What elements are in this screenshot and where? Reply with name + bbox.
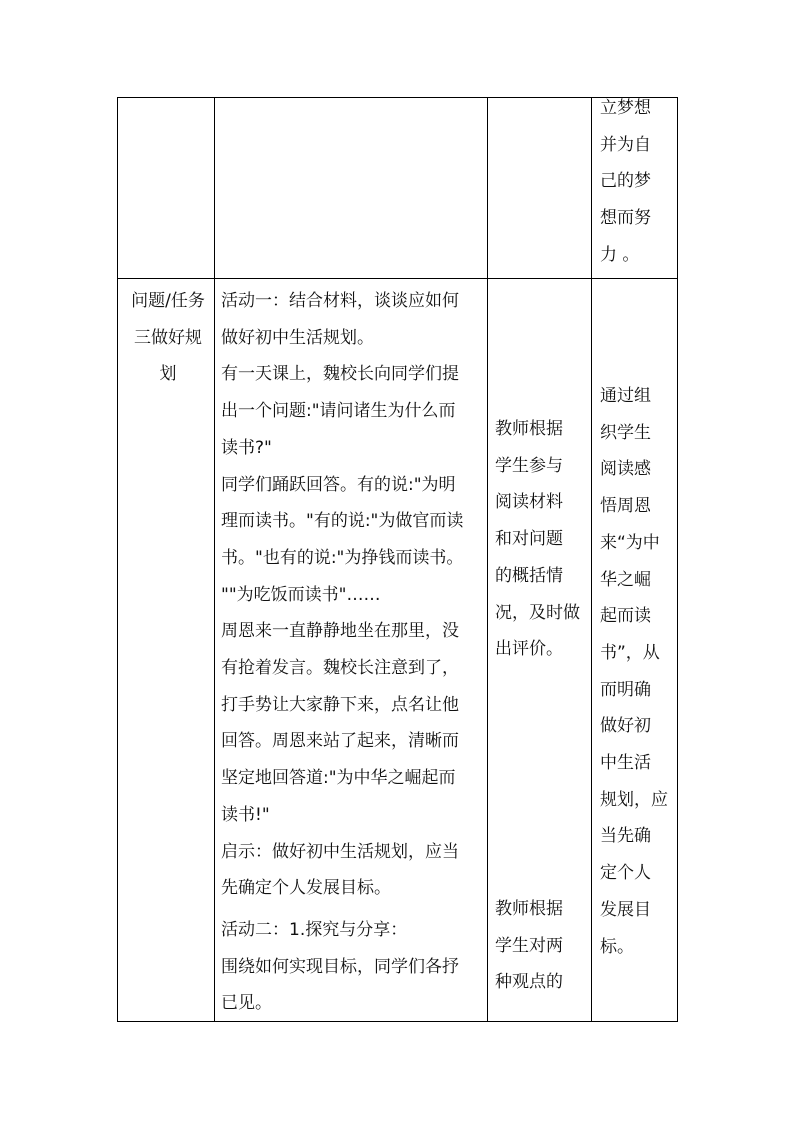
text-line: 阅读感 [600, 459, 651, 480]
table-border-left [117, 97, 118, 1022]
table-divider-col3 [591, 97, 592, 1022]
text-line: 问题/任务 [131, 291, 205, 311]
text-line: 中生活 [600, 753, 651, 774]
text-line: 读书!" [221, 804, 270, 825]
text-line: 做好初中生活规划。 [221, 327, 374, 348]
text-line: 学生对两 [495, 935, 563, 956]
text-line: 打手势让大家静下来，点名让他 [221, 694, 459, 715]
text-line: 况，及时做 [495, 602, 580, 623]
text-line: ""为吃饭而读书"…… [221, 584, 381, 605]
text-line: 而明确 [600, 679, 651, 700]
row1-goal-cell [600, 90, 674, 274]
table-row-divider [117, 278, 678, 279]
text-line: 并为自 [600, 134, 651, 155]
text-line: 三做好规 [134, 327, 202, 348]
design-intent-cell [600, 378, 674, 965]
text-line: 出一个问题:"请问诸生为什么而 [221, 401, 456, 422]
text-line: 坚定地回答道:"为中华之崛起而 [221, 768, 456, 789]
text-line: 种观点的 [495, 972, 563, 993]
text-line: 己的梦 [600, 171, 651, 192]
text-line: 活动二：1.探究与分享： [221, 919, 408, 940]
teacher-evaluation-cell-b [495, 891, 587, 1001]
text-line: 理而读书。"有的说:"为做官而读 [221, 511, 464, 532]
text-line: 划 [159, 364, 177, 385]
text-line: 标。 [600, 936, 634, 957]
text-line: 出评价。 [495, 639, 563, 660]
text-line: 规划，应 [600, 789, 668, 810]
table-border-right [677, 97, 678, 1022]
text-line: 和对问题 [495, 529, 563, 550]
text-line: 织学生 [600, 422, 651, 443]
text-line: 立梦想 [600, 98, 651, 118]
text-line: 有一天课上，魏校长向同学们提 [221, 364, 459, 385]
text-line: 力 。 [600, 244, 640, 265]
text-line: 教师根据 [495, 899, 563, 919]
text-line: 回答。周恩来站了起来，清晰而 [221, 731, 459, 752]
text-line: 周恩来一直静静地坐在那里，没 [221, 621, 459, 642]
task-title-cell [124, 283, 212, 393]
text-line: 通过组 [600, 386, 651, 406]
text-line: 书”，从 [600, 642, 660, 663]
text-line: 已见。 [221, 993, 272, 1014]
text-line: 想而努 [600, 208, 651, 229]
text-line: 活动一：结合材料，谈谈应如何 [221, 291, 459, 311]
activity-content-cell [221, 283, 485, 1022]
text-line: 的概括情 [495, 565, 563, 586]
text-line: 有抢着发言。魏校长注意到了， [221, 658, 459, 679]
table-divider-col2 [487, 97, 488, 1022]
text-line: 来“为中 [600, 532, 660, 553]
text-line: 阅读材料 [495, 492, 563, 513]
text-line: 启示：做好初中生活规划，应当 [221, 841, 459, 862]
text-line: 教师根据 [495, 419, 563, 439]
text-line: 发展目 [600, 899, 651, 920]
table-divider-col1 [214, 97, 215, 1022]
teacher-evaluation-cell-a [495, 411, 587, 668]
text-line: 书。"也有的说:"为挣钱而读书。 [221, 547, 464, 568]
text-line: 做好初 [600, 716, 651, 737]
text-line: 定个人 [600, 863, 651, 884]
text-line: 华之崛 [600, 569, 651, 590]
text-line: 读书?" [221, 437, 272, 458]
text-line: 同学们踊跃回答。有的说:"为明 [221, 474, 456, 495]
text-line: 围绕如何实现目标，同学们各抒 [221, 956, 459, 977]
text-line: 起而读 [600, 606, 651, 627]
text-line: 悟周恩 [600, 496, 651, 517]
text-line: 学生参与 [495, 455, 563, 476]
table-border-top [117, 97, 678, 98]
text-line: 先确定个人发展目标。 [221, 878, 391, 899]
text-line: 当先确 [600, 826, 651, 847]
